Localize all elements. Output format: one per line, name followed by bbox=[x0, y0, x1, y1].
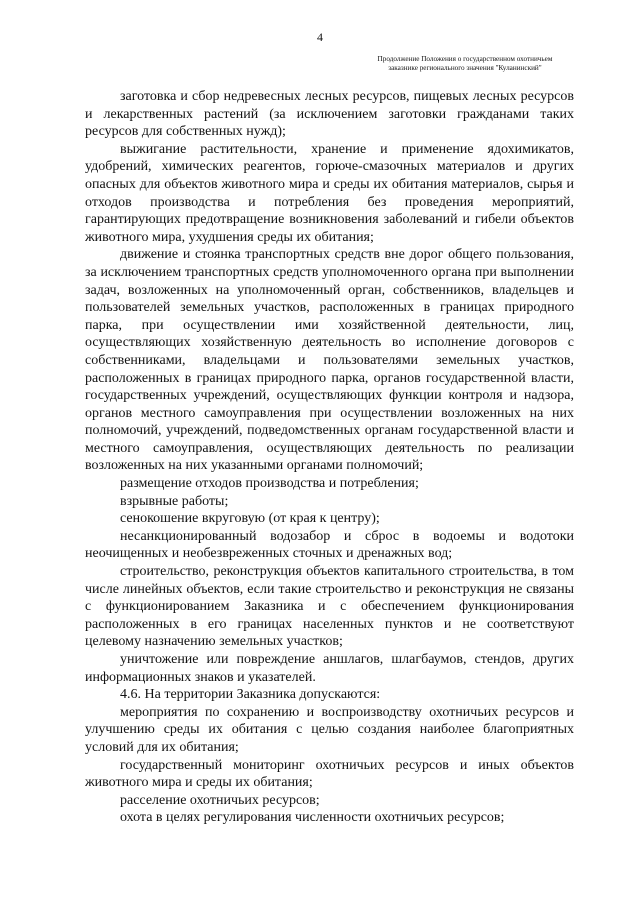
paragraph-resettlement: расселение охотничьих ресурсов; bbox=[120, 792, 320, 808]
running-header bbox=[355, 55, 575, 73]
paragraph-construction: строительство, реконструкция объектов капитального строительства, в том числе линейных объектов, если такие строительство и реконструкция не связаны с функционированием Заказника и с обеспечением функционирования расположенных в его границах населенных пунктов и не соответствуют целевому назначению земельных участков; bbox=[85, 564, 574, 650]
paragraph-waste: размещение отходов производства и потребления; bbox=[120, 476, 419, 492]
running-header-line-1: Продолжение Положения о государственном охотничьем bbox=[377, 55, 553, 63]
paragraph-blasting: взрывные работы; bbox=[120, 493, 229, 509]
paragraph-hunting-regulation: охота в целях регулирования численности охотничьих ресурсов; bbox=[120, 810, 505, 826]
running-header-line-2: заказнике регионального значения "Куланинский" bbox=[388, 64, 542, 72]
section-heading-4-6: 4.6. На территории Заказника допускаются: bbox=[120, 687, 381, 703]
paragraph-harvesting: заготовка и сбор недревесных лесных ресурсов, пищевых лесных ресурсов и лекарственных растений (за исключением заготовки гражданами таких ресурсов для собственных нужд); bbox=[85, 89, 574, 140]
paragraph-conservation: мероприятия по сохранению и воспроизводству охотничьих ресурсов и улучшению среды их обитания с целью создания наиболее благоприятных условий для их обитания; bbox=[85, 704, 574, 755]
paragraph-signs: уничтожение или повреждение аншлагов, шлагбаумов, стендов, других информационных знаков и указателей. bbox=[85, 652, 574, 685]
paragraph-mowing: сенокошение вкруговую (от края к центру); bbox=[120, 511, 380, 527]
paragraph-burning-chemicals: выжигание растительности, хранение и применение ядохимикатов, удобрений, химических реагентов, горюче-смазочных материалов и других опасных для объектов животного мира и среды их обитания материалов, сырья и отходов производства и потребления без проведения мероприятий, гарантирующих предотвращение возникновения заболеваний и гибели объектов животного мира, ухудшения среды их обитания; bbox=[85, 141, 574, 245]
page-number: 4 bbox=[317, 30, 323, 44]
paragraph-monitoring: государственный мониторинг охотничьих ресурсов и иных объектов животного мира и среды их обитания; bbox=[85, 757, 574, 791]
document-body bbox=[85, 88, 574, 827]
paragraph-water-discharge: несанкционированный водозабор и сброс в водоемы и водотоки неочищенных и необезвреженных сточных и дренажных вод; bbox=[85, 528, 574, 562]
paragraph-vehicles: движение и стоянка транспортных средств вне дорог общего пользования, за исключением транспортных средств уполномоченного органа при выполнении задач, возложенных на уполномоченный орган, собственников, владельцев и пользователей земельных участков, расположенных в границах природного парка, при осуществлении ими хозяйственной деятельности, лиц, осуществляющих хозяйственную деятельность во исполнение договоров с собственниками, владельцами и пользователями земельных участков, расположенных в границах природного парка, органов государственной власти, государственных учреждений, осуществляющих функции контроля и надзора, органов местного самоуправления при осуществлении возложенных на них полномочий, учреждений, подведомственных органам государственной власти и местного самоуправления, осуществляющих деятельность по реализации возложенных на них указанными органами полномочий; bbox=[85, 247, 574, 474]
